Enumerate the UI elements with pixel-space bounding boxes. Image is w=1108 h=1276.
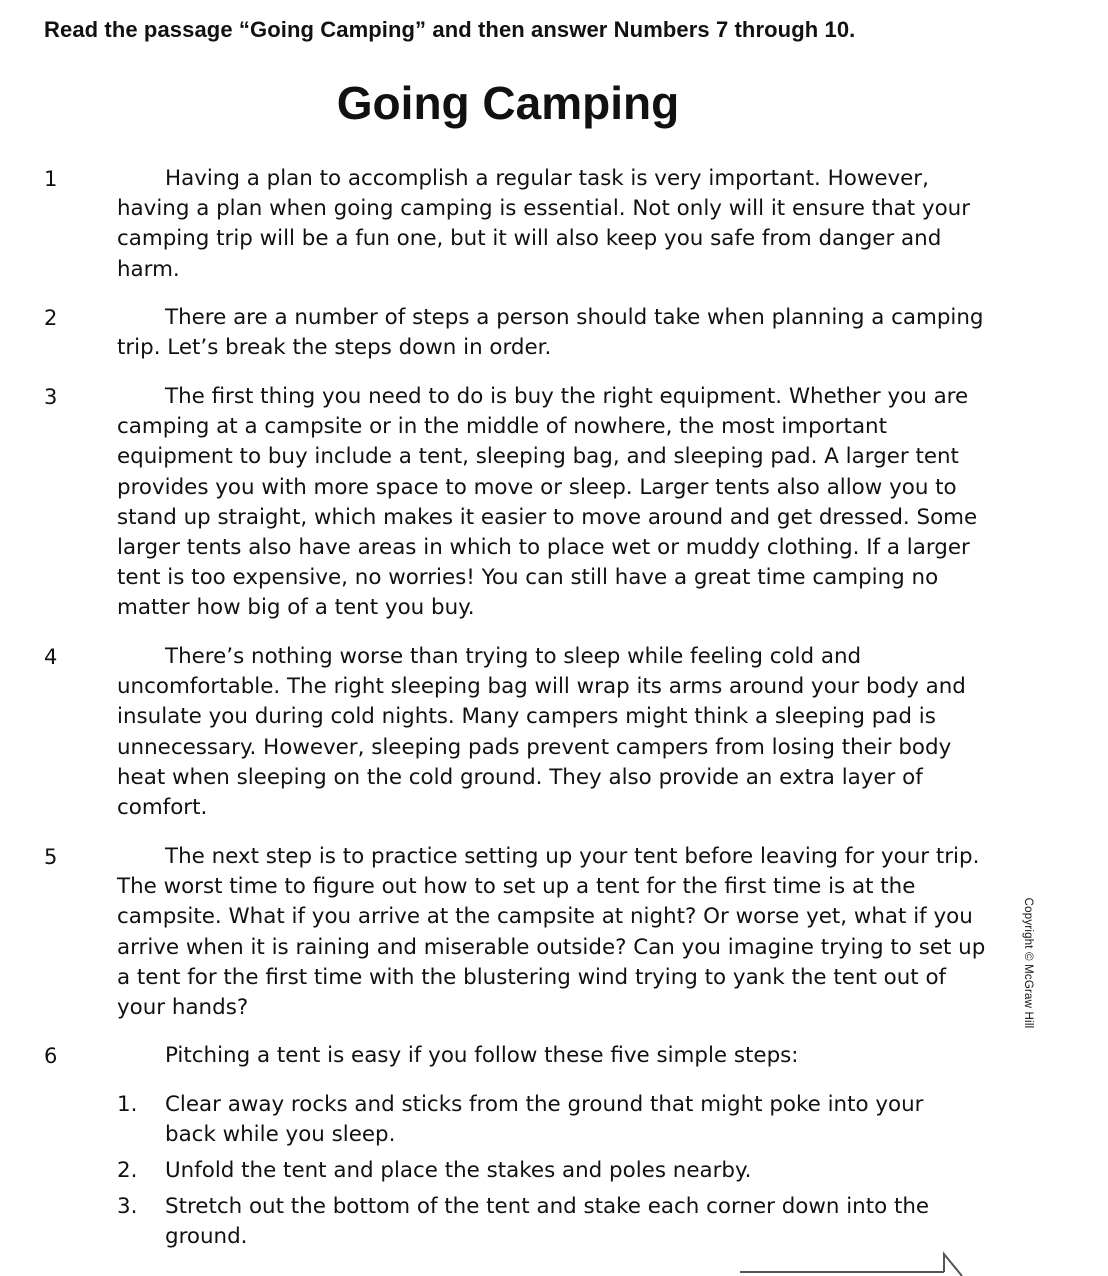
- step-number: 1.: [117, 1092, 138, 1117]
- paragraph-text: Pitching a tent is easy if you follow these five simple steps:: [165, 1043, 799, 1068]
- paragraph-text: Having a plan to accomplish a regular task is very important. However, having a plan when going camping is essential. Not only will it ensure that your camping trip will be a fun one, but it will also keep you safe from danger and harm.: [117, 166, 971, 282]
- paragraph-text: There are a number of steps a person should take when planning a camping trip. Let’s break the steps down in order.: [117, 305, 984, 361]
- step-text: Unfold the tent and place the stakes and poles nearby.: [165, 1158, 752, 1183]
- instruction-heading: Read the passage “Going Camping” and then answer Numbers 7 through 10.: [44, 17, 856, 42]
- paragraph-text: The next step is to practice setting up your tent before leaving for your trip. The worst time to figure out how to set up a tent for the first time is at the campsite. What if you arrive at the campsite at night? Or worse yet, what if you arrive when it is raining and miserable outside? Can you imagine trying to set up a tent for the first time with the blustering wind trying to yank the tent out of your hands?: [117, 844, 986, 1021]
- paragraph-number: 1: [44, 167, 58, 191]
- paragraph-text: There’s nothing worse than trying to sleep while feeling cold and uncomfortable. The right sleeping bag will wrap its arms around your body and insulate you during cold nights. Many campers might think a sleeping pad is unnecessary. However, sleeping pads prevent campers from losing their body heat when sleeping on the cold ground. They also provide an extra layer of comfort.: [117, 644, 966, 821]
- paragraph-number: 5: [44, 845, 58, 869]
- paragraph-number: 4: [44, 645, 58, 669]
- step-number: 3.: [117, 1194, 138, 1219]
- step-text: Clear away rocks and sticks from the ground that might poke into your back while you sleep.: [165, 1092, 924, 1148]
- paragraph-number: 3: [44, 385, 58, 409]
- paragraph-number: 6: [44, 1044, 58, 1068]
- paragraph-number: 2: [44, 306, 58, 330]
- paragraph-text: The first thing you need to do is buy the right equipment. Whether you are camping at a campsite or in the middle of nowhere, the most important equipment to buy include a tent, sleeping bag, and sleeping pad. A larger tent provides you with more space to move or sleep. Larger tents also allow you to stand up straight, which makes it easier to move around and get dressed. Some larger tents also have areas in which to place wet or muddy clothing. If a larger tent is too expensive, no worries! You can still have a great time camping no matter how big of a tent you buy.: [117, 384, 978, 621]
- go-on-arrow-icon: [736, 1250, 966, 1276]
- copyright-notice: Copyright © McGraw Hill: [1022, 897, 1034, 1029]
- passage-title: Going Camping: [336, 77, 680, 129]
- step-text: Stretch out the bottom of the tent and stake each corner down into the ground.: [165, 1194, 930, 1250]
- step-number: 2.: [117, 1158, 138, 1183]
